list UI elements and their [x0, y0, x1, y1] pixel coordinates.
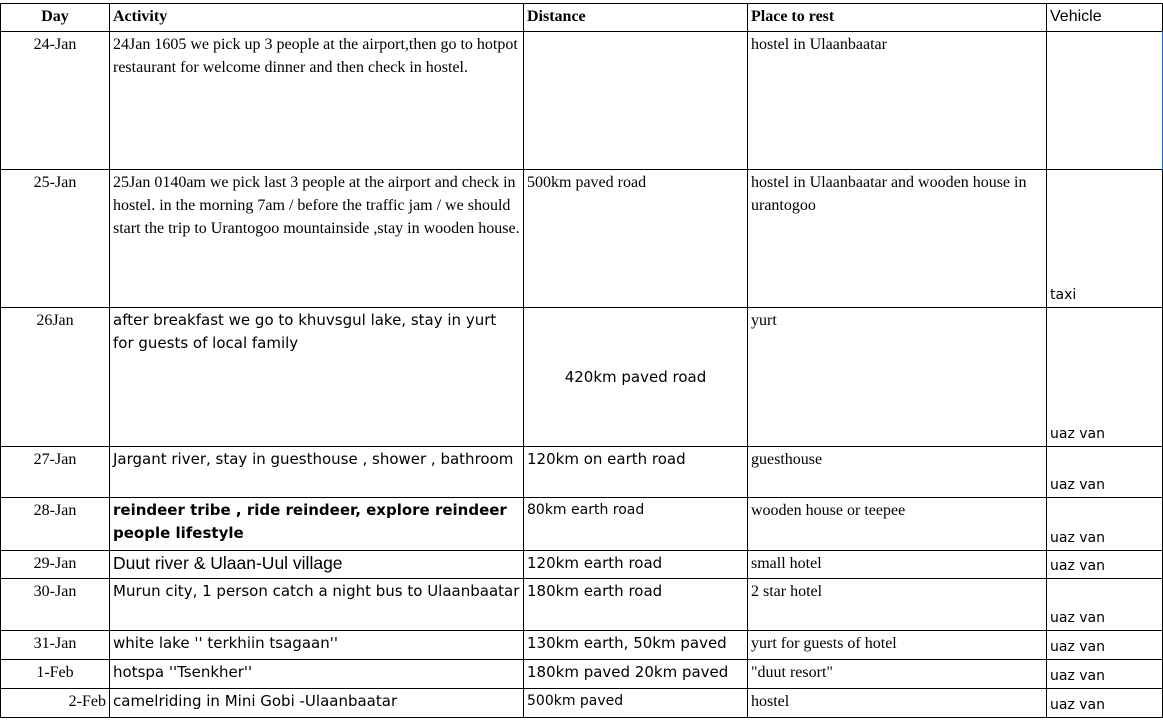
distance-cell[interactable]: 130km earth, 50km paved	[524, 631, 748, 660]
day-cell[interactable]: 30-Jan	[1, 579, 110, 631]
vehicle-cell[interactable]: uaz van	[1047, 447, 1163, 498]
day-cell[interactable]: 28-Jan	[1, 498, 110, 551]
activity-cell[interactable]: 24Jan 1605 we pick up 3 people at the airport,then go to hotpot restaurant for welcome dinner and then check in hostel.	[110, 32, 524, 170]
vehicle-cell[interactable]: uaz van	[1047, 689, 1163, 718]
table-row	[1, 689, 1163, 718]
distance-cell[interactable]	[524, 32, 748, 170]
day-cell[interactable]: 27-Jan	[1, 447, 110, 498]
rest-cell[interactable]: hostel	[748, 689, 1047, 718]
day-cell[interactable]: 26Jan	[1, 308, 110, 447]
table-row	[1, 660, 1163, 689]
activity-cell[interactable]: after breakfast we go to khuvsgul lake, stay in yurt for guests of local family	[110, 308, 524, 447]
vehicle-cell[interactable]: taxi	[1047, 170, 1163, 308]
rest-cell[interactable]: "duut resort"	[748, 660, 1047, 689]
rest-cell[interactable]: wooden house or teepee	[748, 498, 1047, 551]
distance-cell[interactable]: 420km paved road	[524, 308, 748, 447]
table-row	[1, 579, 1163, 631]
table-row	[1, 447, 1163, 498]
vehicle-cell[interactable]: uaz van	[1047, 579, 1163, 631]
activity-cell[interactable]: Murun city, 1 person catch a night bus to Ulaanbaatar	[110, 579, 524, 631]
header-row	[1, 4, 1163, 32]
distance-cell[interactable]: 180km earth road	[524, 579, 748, 631]
header-place-to-rest[interactable]: Place to rest	[748, 4, 1047, 32]
rest-cell[interactable]: small hotel	[748, 551, 1047, 579]
table-row	[1, 498, 1163, 551]
activity-cell[interactable]: hotspa ''Tsenkher''	[110, 660, 524, 689]
distance-cell[interactable]: 120km on earth road	[524, 447, 748, 498]
rest-cell[interactable]: hostel in Ulaanbaatar	[748, 32, 1047, 170]
rest-cell[interactable]: guesthouse	[748, 447, 1047, 498]
vehicle-cell[interactable]: uaz van	[1047, 551, 1163, 579]
table-row	[1, 308, 1163, 447]
distance-cell[interactable]: 120km earth road	[524, 551, 748, 579]
activity-cell[interactable]: camelriding in Mini Gobi -Ulaanbaatar	[110, 689, 524, 718]
day-cell[interactable]: 24-Jan	[1, 32, 110, 170]
activity-cell[interactable]: white lake '' terkhiin tsagaan''	[110, 631, 524, 660]
distance-cell[interactable]: 80km earth road	[524, 498, 748, 551]
header-day[interactable]: Day	[1, 4, 110, 32]
rest-cell[interactable]: 2 star hotel	[748, 579, 1047, 631]
itinerary-table	[0, 3, 1163, 718]
distance-cell[interactable]: 500km paved	[524, 689, 748, 718]
table-row	[1, 631, 1163, 660]
table-row	[1, 170, 1163, 308]
header-activity[interactable]: Activity	[110, 4, 524, 32]
header-distance[interactable]: Distance	[524, 4, 748, 32]
vehicle-cell[interactable]: uaz van	[1047, 660, 1163, 689]
activity-cell[interactable]: reindeer tribe , ride reindeer, explore reindeer people lifestyle	[110, 498, 524, 551]
day-cell[interactable]: 29-Jan	[1, 551, 110, 579]
activity-cell[interactable]: Jargant river, stay in guesthouse , shower , bathroom	[110, 447, 524, 498]
activity-cell[interactable]: Duut river & Ulaan-Uul village	[110, 551, 524, 579]
day-cell[interactable]: 1-Feb	[1, 660, 110, 689]
vehicle-cell[interactable]: uaz van	[1047, 631, 1163, 660]
vehicle-cell[interactable]: uaz van	[1047, 498, 1163, 551]
vehicle-cell[interactable]: uaz van	[1047, 308, 1163, 447]
header-vehicle[interactable]: Vehicle	[1047, 4, 1163, 32]
day-cell[interactable]: 31-Jan	[1, 631, 110, 660]
rest-cell[interactable]: hostel in Ulaanbaatar and wooden house in urantogoo	[748, 170, 1047, 308]
table-row	[1, 32, 1163, 170]
day-cell[interactable]: 25-Jan	[1, 170, 110, 308]
distance-cell[interactable]: 180km paved 20km paved	[524, 660, 748, 689]
table-row	[1, 551, 1163, 579]
rest-cell[interactable]: yurt	[748, 308, 1047, 447]
vehicle-cell[interactable]	[1047, 32, 1163, 170]
rest-cell[interactable]: yurt for guests of hotel	[748, 631, 1047, 660]
distance-cell[interactable]: 500km paved road	[524, 170, 748, 308]
day-cell[interactable]: 2-Feb	[1, 689, 110, 718]
activity-cell[interactable]: 25Jan 0140am we pick last 3 people at the airport and check in hostel. in the morning 7am / before the traffic jam / we should start the trip to Urantogoo mountainside ,stay in wooden house.	[110, 170, 524, 308]
